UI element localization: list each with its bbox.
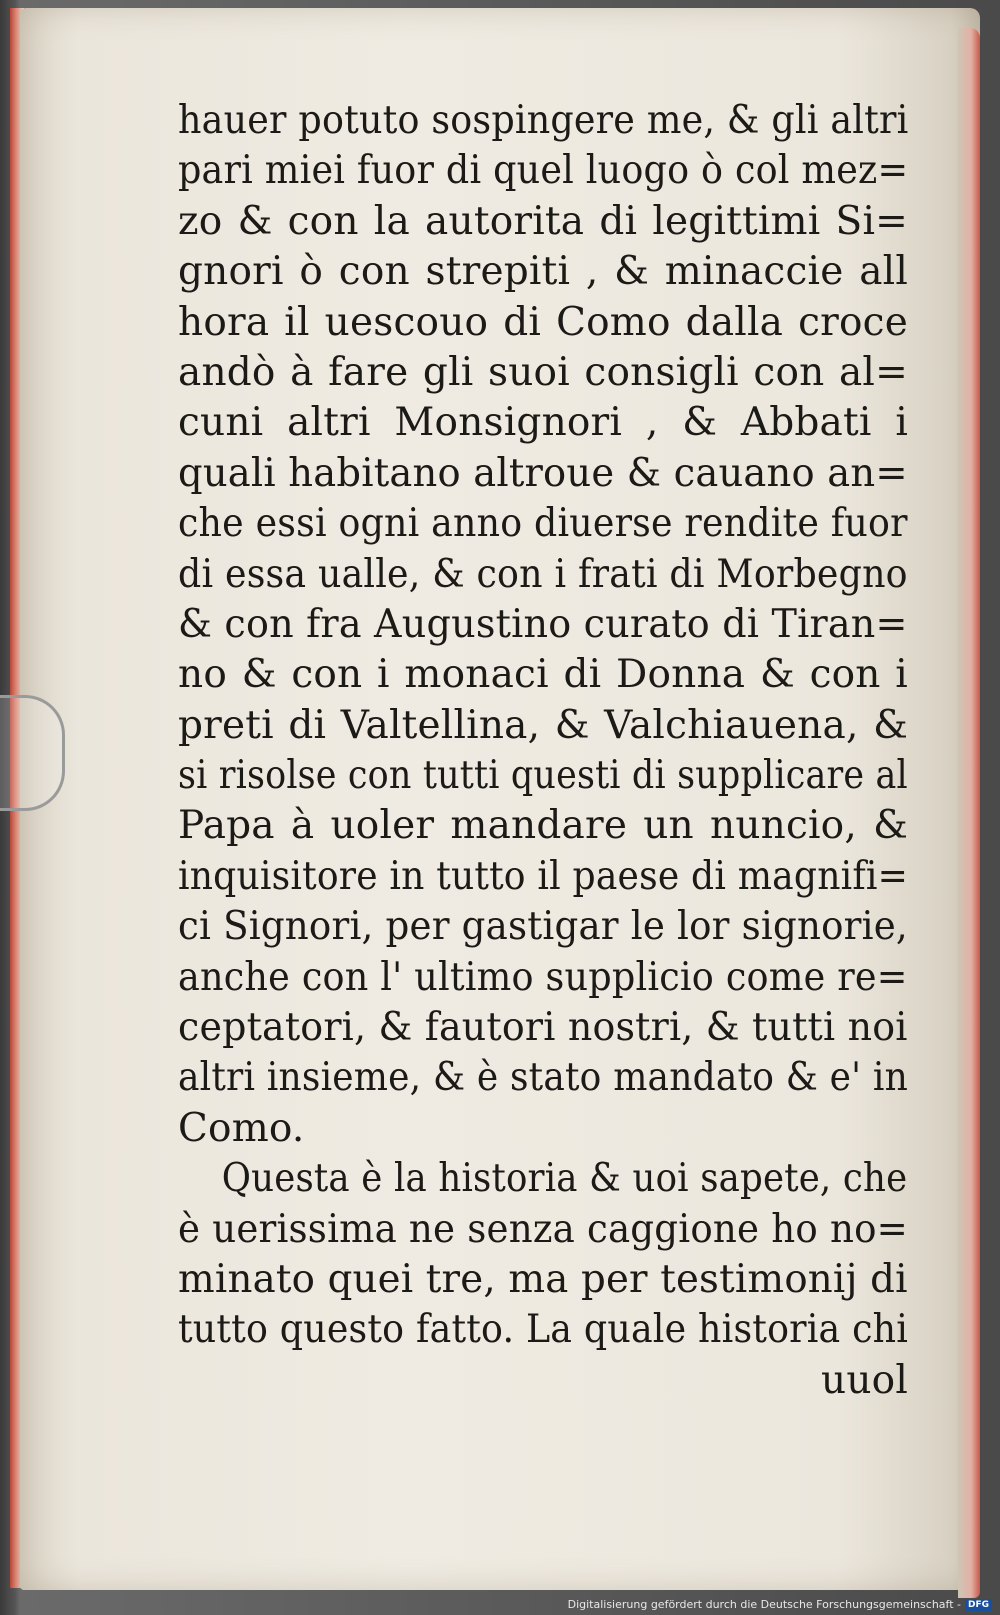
text-line: ci Signori, per gastigar le lor signorie, — [178, 904, 908, 950]
text-line: no & con i monaci di Donna & con i — [178, 652, 908, 698]
footer-credit: Digitalisierung gefördert durch die Deutsche Forschungsgemeinschaft - — [567, 1598, 961, 1611]
page-clip — [0, 695, 65, 811]
text-line: gnori ò con strepiti , & minaccie all — [178, 249, 908, 295]
text-line: si risolse con tutti questi di supplicare al — [178, 753, 908, 799]
text-line: ceptatori, & fautori nostri, & tutti noi — [178, 1005, 908, 1051]
text-line: anche con l' ultimo supplicio come re= — [178, 954, 908, 1000]
text-line: cuni altri Monsignori , & Abbati i — [178, 400, 908, 446]
text-line: quali habitano altroue & cauano an= — [178, 450, 908, 496]
text-line: hora il uescouo di Como dalla croce — [178, 299, 908, 345]
text-line: tutto questo fatto. La quale historia chi — [178, 1307, 909, 1353]
digitization-footer — [568, 1598, 992, 1611]
text-line-paragraph-end: Como. — [178, 1105, 305, 1151]
dfg-logo: DFG — [965, 1599, 992, 1611]
catchword: uuol — [821, 1357, 908, 1403]
text-line: hauer potuto sospingere me, & gli altri — [178, 98, 909, 143]
text-line: & con fra Augustino curato di Tiran= — [178, 601, 908, 647]
page-red-edge-right — [958, 28, 980, 1598]
text-line: preti di Valtellina, & Valchiauena, & — [178, 702, 908, 748]
text-line: è uerissima ne senza caggione ho no= — [178, 1206, 908, 1252]
text-line: altri insieme, & è stato mandato & e' in — [178, 1055, 908, 1101]
text-line: che essi ogni anno diuerse rendite fuor — [178, 501, 908, 547]
text-line: pari miei fuor di quel luogo ò col mez= — [178, 148, 909, 194]
text-line: andò à fare gli suoi consigli con al= — [178, 349, 908, 395]
page-text — [178, 96, 908, 1406]
text-line: minato quei tre, ma per testimonij di — [178, 1256, 908, 1302]
text-line-paragraph-start: Questa è la historia & uoi sapete, che — [221, 1156, 908, 1202]
text-line: Papa à uoler mandare un nuncio, & — [178, 803, 908, 849]
text-line: zo & con la autorita di legittimi Si= — [178, 198, 908, 244]
text-line: inquisitore in tutto il paese di magnifi= — [178, 853, 909, 899]
text-line: di essa ualle, & con i frati di Morbegno — [178, 551, 908, 597]
